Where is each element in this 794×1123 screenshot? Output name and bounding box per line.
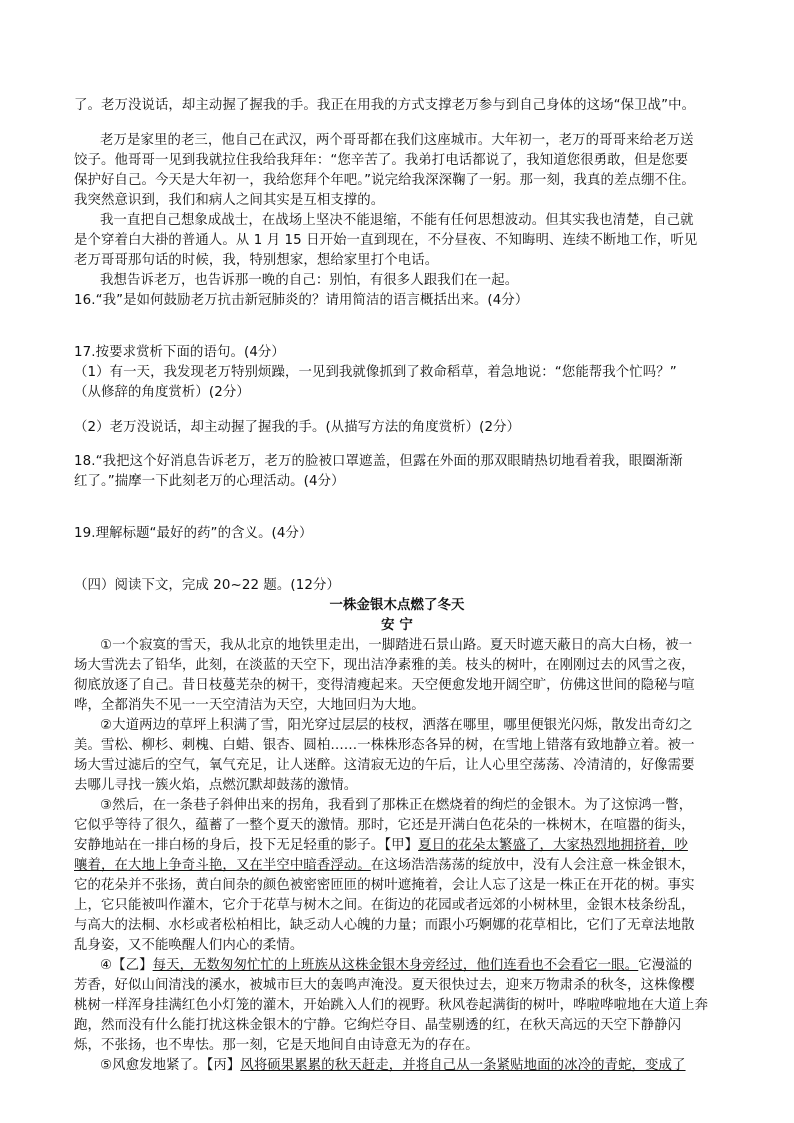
underlined-sentence-jia: 夏日的花朵太繁盛了，大家热烈地拥挤着，吵 [418,838,688,853]
article-line: ③然后，在一条巷子斜伸出来的拐角，我看到了那株正在燃烧着的绚烂的金银木。为了这惊鸿一瞥， [100,798,693,813]
passage-line: 老万是家里的老三，他自己在武汉，两个哥哥都在我们这座城市。大年初一，老万的哥哥来给老万送 [100,133,694,148]
question-18-cont: 红了。”揣摩一下此刻老万的心理活动。(4分） [74,474,345,489]
article-line: 场大雪过滤后的空气，氧气充足，让人迷醉。这清寂无边的午后，让人心里空荡荡、冷清清的，好像需要 [74,758,695,773]
mark-jia: 【甲】 [384,838,419,853]
article-line [74,836,688,856]
underlined-sentence-jia-cont: 嚷着，在大地上争奇斗艳，又在半空中暗香浮动。 [74,858,371,873]
plain-text: 在这场浩浩荡荡的绽放中，没有人会注意一株金银木， [370,858,695,873]
article-line [100,1056,686,1076]
article-line: 它似乎等待了很久，蕴蓄了一整个夏天的激情。那时，它还是开满白色花朵的一株树木，在喧嚣的街头， [74,818,695,833]
article-line [74,856,695,876]
question-16: 16.“我”是如何鼓励老万抗击新冠肺炎的？请用简洁的语言概括出来。(4分） [74,293,529,308]
question-18: 18.“我把这个好消息告诉老万，老万的脸被口罩遮盖，但露在外面的那双眼睛热切地看着我，眼圈渐渐 [74,454,683,469]
passage-line: 老万哥哥那句话的时候，我，特别想家，想给家里打个电话。 [74,253,439,268]
article-line: 芳香，好似山间清浅的溪水，被城市巨大的轰鸣声淹没。夏天很快过去，迎来万物肃杀的秋冬，这株像樱 [74,978,695,993]
passage-line: 了。老万没说话，却主动握了握我的手。我正在用我的方式支撑老万参与到自己身体的这场“保卫战”中。 [74,98,696,113]
passage-line: 我想告诉老万，也告诉那一晚的自己：别怕，有很多人跟我们在一起。 [100,273,519,288]
underlined-sentence-yi: 每天，无数匆匆忙忙的上班族从这株金银木身旁经过，他们连看也不会看它一眼。 [152,958,639,973]
question-17: 17.按要求赏析下面的语句。(4分） [74,345,285,360]
article-line: 美。雪松、柳杉、刺槐、白蜡、银杏、圆柏……一株株形态各异的树，在雪地上错落有致地静立着。被一 [74,738,695,753]
article-line: 去哪儿寻找一簇火焰，点燃沉默却鼓荡的激情。 [74,778,358,793]
underlined-sentence-bing: 风将硕果累累的秋天赶走，并将自己从一条紧贴地面的冰冷的青蛇，变成了 [240,1058,686,1073]
article-title: 一株金银木点燃了冬天 [329,598,465,613]
passage-line: 我突然意识到，我们和病人之间其实是互相支撑的。 [74,193,385,208]
question-19: 19.理解标题“最好的药”的含义。(4分） [74,526,313,541]
plain-text: ⑤风愈发地紧了。 [100,1058,207,1073]
mark-bing: 【丙】 [206,1058,241,1073]
passage-line: 我一直把自己想象成战士，在战场上坚决不能退缩，不能有任何思想波动。但其实我也清楚，自己就 [100,213,694,228]
article-line: 与高大的法桐、水杉或者松柏相比，缺乏动人心魄的力量；而跟小巧婀娜的花草相比，它们了无章法地散 [74,918,695,933]
article-line: 桃树一样浑身挂满红色小灯笼的灌木，开始跳入人们的视野。秋风卷起满街的树叶，哗啦哗啦地在大道上奔 [74,998,709,1013]
article-line: 它的花朵并不张扬，黄白间杂的颜色被密密匝匝的树叶遮掩着，会让人忘了这是一株正在开花的树。事实 [74,878,695,893]
para-number: ④ [100,958,113,973]
mark-yi: 【乙】 [112,958,153,973]
article-line: 彻底放逐了自己。昔日枝蔓芜杂的树干，变得清瘦起来。天空便愈发地开阔空旷，仿佛这世间的隐秘与喧 [74,678,695,693]
passage-line: 是个穿着白大褂的普通人。从 1 月 15 日开始一直到现在，不分昼夜、不知晦明、连续不断地工作，听见 [74,233,698,248]
article-line: 烁，不张扬，也不卑怯。那一刻，它是天地间自由诗意无为的存在。 [74,1038,479,1053]
article-line: 上，它只能被叫作灌木，它介于花草与树木之间。在街边的花园或者远郊的小树林里，金银木枝条纷乱， [74,898,695,913]
plain-text: 安静地站在一排白杨的身后，投下无足轻重的影子。 [74,838,385,853]
question-17-1-note: （从修辞的角度赏析）(2分） [74,385,250,400]
question-17-1: （1）有一天，我发现老万特别烦躁，一见到我就像抓到了救命稻草，着急地说：“您能帮我个忙吗？” [74,365,677,380]
article-line: 乱身姿，又不能唤醒人们内心的柔情。 [74,938,304,953]
article-line: 跑，然而没有什么能打扰这株金银木的宁静。它绚烂夺目、晶莹剔透的红，在秋天高远的天空下静静闪 [74,1018,682,1033]
article-line: ②大道两边的草坪上积满了雪，阳光穿过层层的枝杈，洒落在哪里，哪里便银光闪烁，散发出奇幻之 [100,718,693,733]
passage-line: 饺子。他哥哥一见到我就拉住我给我拜年：“您辛苦了。我弟打电话都说了，我知道您很勇敢，但是您要 [74,153,689,168]
article-line: ①一个寂寞的雪天，我从北京的地铁里走出，一脚踏进石景山路。夏天时遮天蔽日的高大白杨，被一 [100,638,693,653]
article-line: 场大雪洗去了铅华，此刻，在淡蓝的天空下，现出洁净素雅的美。枝头的树叶，在刚刚过去的风雪之夜， [74,658,695,673]
passage-line: 保护好自己。今天是大年初一，我给您拜个年吧。”说完给我深深鞠了一躬。那一刻，我真的差点绷不住。 [74,173,695,188]
question-17-2: （2）老万没说话，却主动握了握我的手。(从描写方法的角度赏析）(2分） [74,420,521,435]
article-line: 哗，全都消失不见一一天空清洁为天空，大地回归为大地。 [74,698,425,713]
plain-text: 它漫溢的 [638,958,693,973]
article-author: 安 宁 [381,618,413,633]
article-line [100,956,692,976]
section-heading: （四）阅读下文，完成 20~22 题。(12分） [74,578,340,593]
